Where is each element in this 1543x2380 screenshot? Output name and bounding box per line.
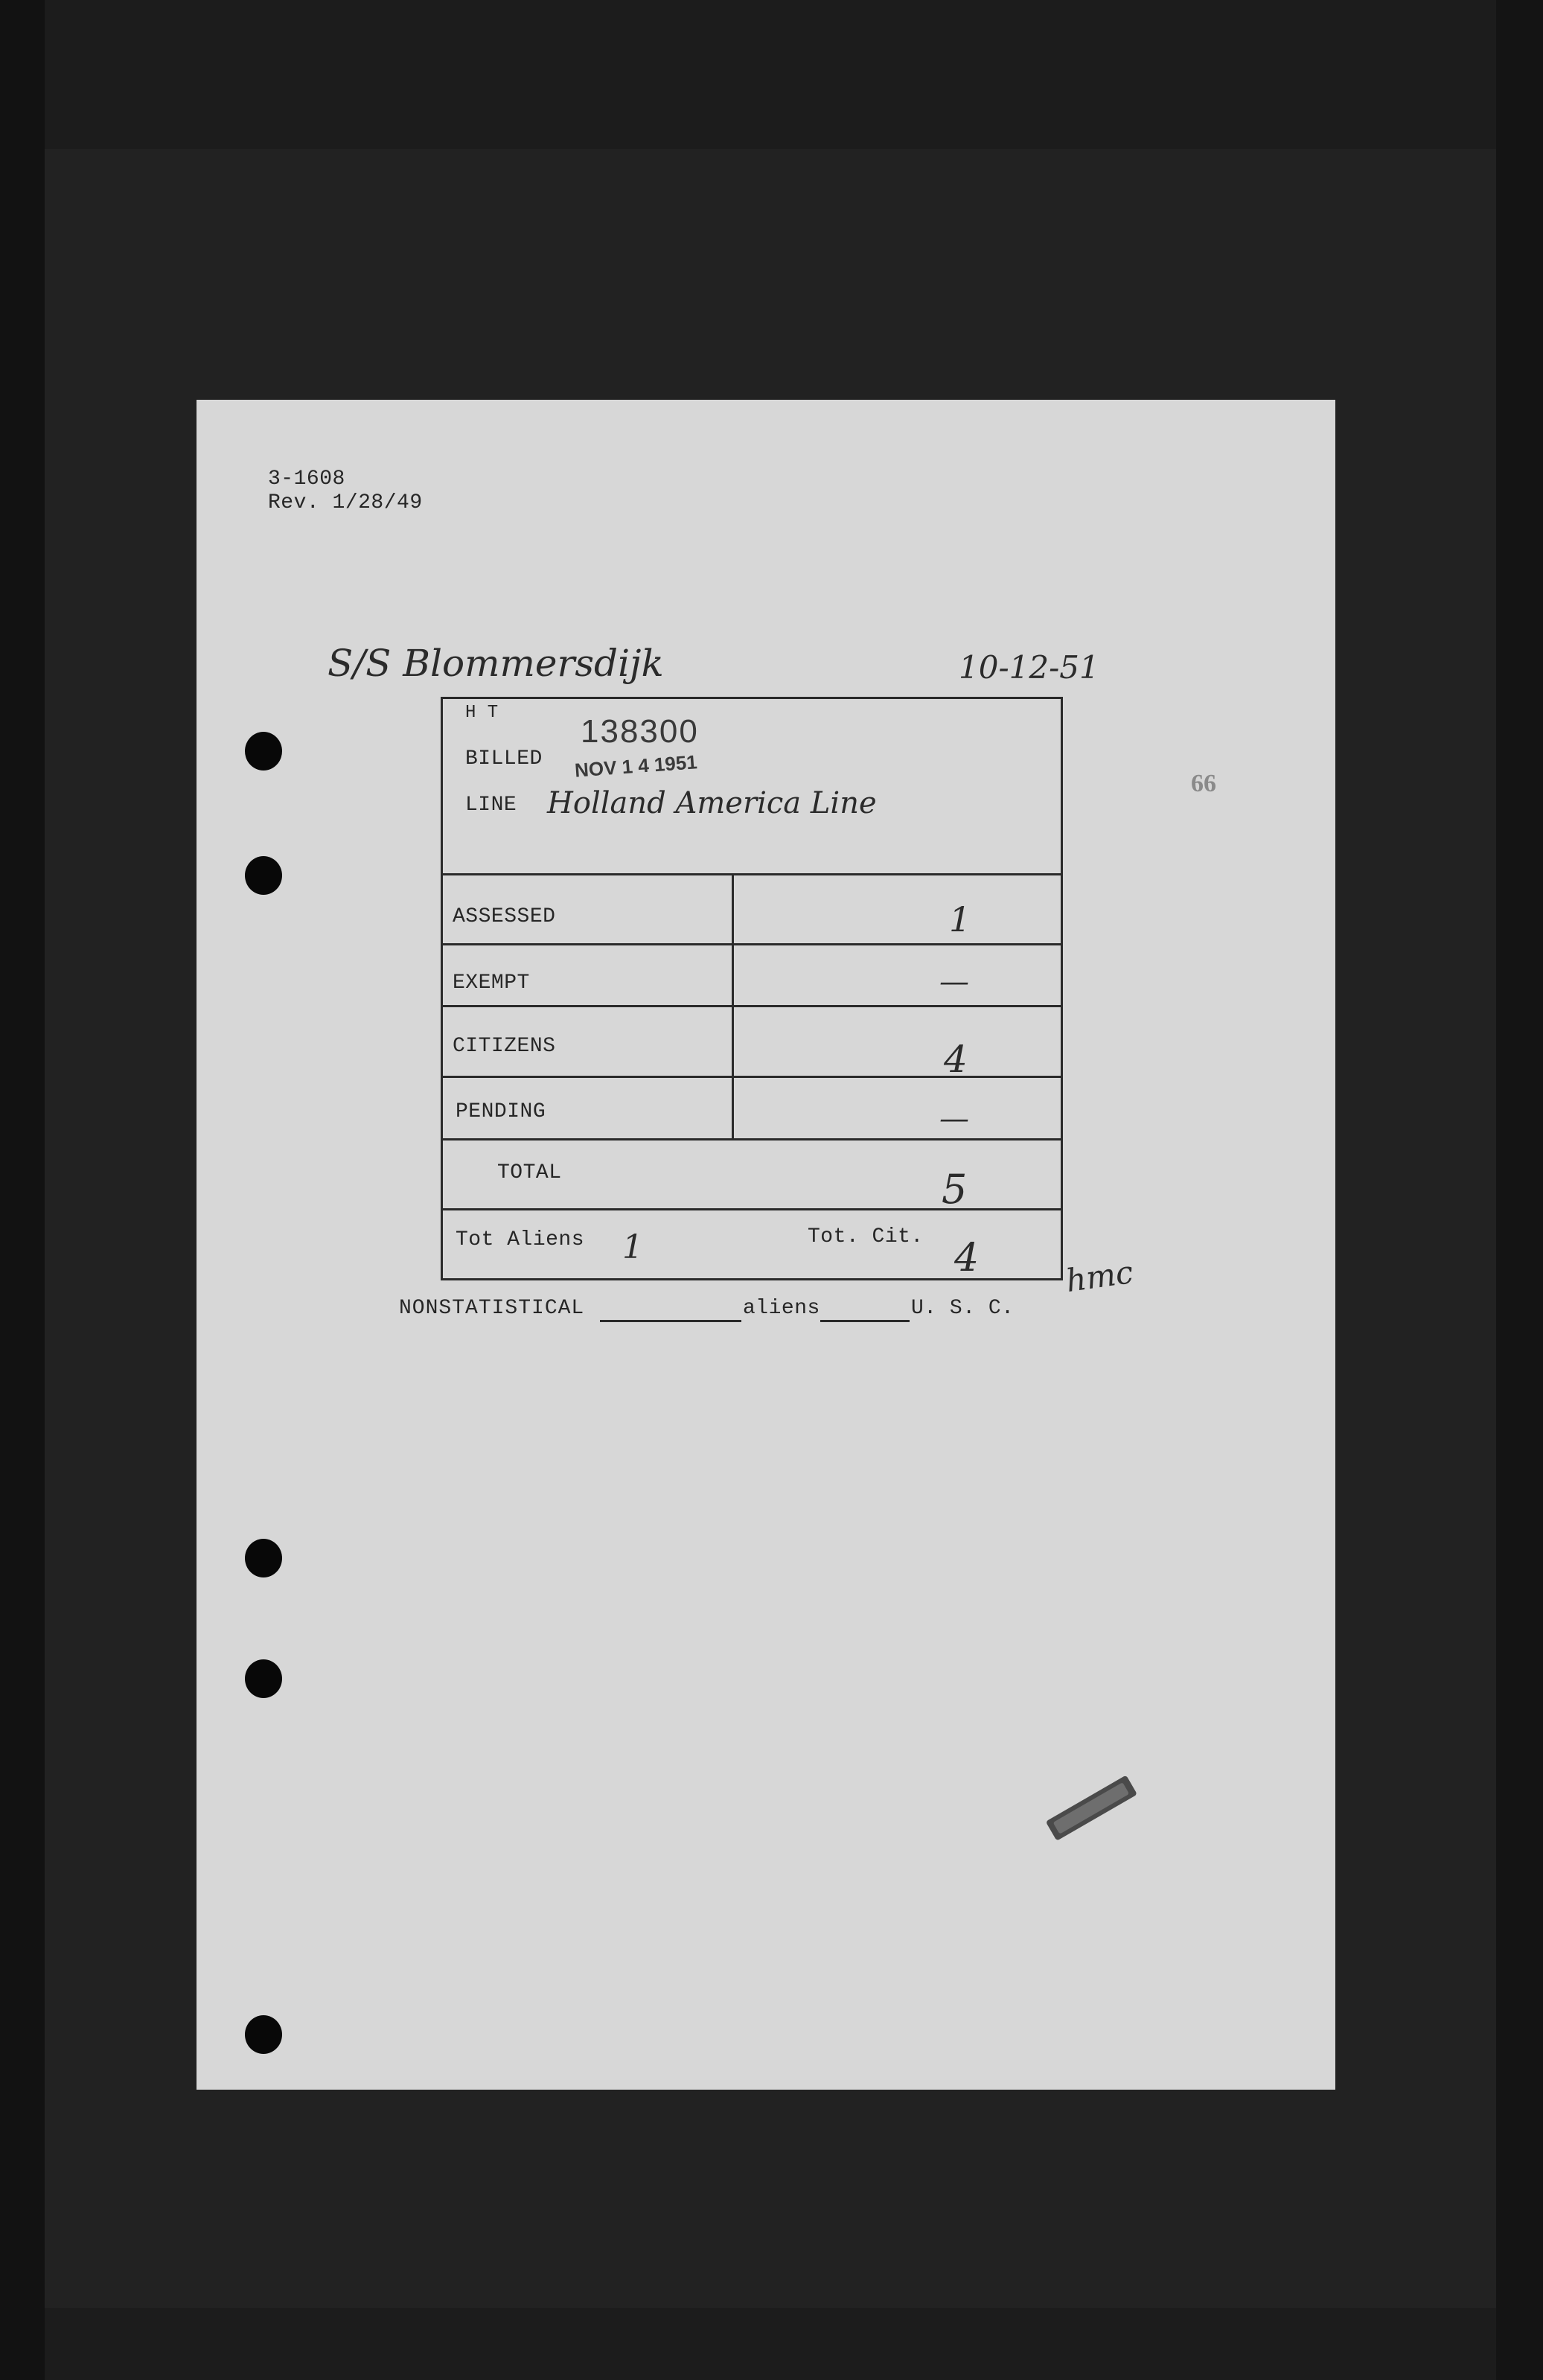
punch-hole <box>245 2015 282 2054</box>
count-label: EXEMPT <box>453 972 530 995</box>
nonstatistical-blank <box>600 1320 741 1322</box>
count-value: — <box>939 1102 969 1136</box>
total-label: TOTAL <box>497 1161 562 1184</box>
punch-hole <box>245 1539 282 1577</box>
line-label: LINE <box>465 794 517 817</box>
count-value: 1 <box>949 899 971 939</box>
usc-label: U. S. C. <box>911 1297 1015 1320</box>
count-label: ASSESSED <box>453 905 556 928</box>
count-value: 4 <box>944 1038 968 1081</box>
manifest-tally-box <box>441 697 1063 1280</box>
total-citizens-value: 4 <box>954 1236 980 1280</box>
count-label: PENDING <box>456 1100 546 1123</box>
aliens-label: aliens <box>743 1297 820 1320</box>
margin-page-number: 66 <box>1191 770 1216 797</box>
nonstatistical-label: NONSTATISTICAL <box>399 1297 585 1320</box>
vessel-name: S/S Blommersdijk <box>328 642 664 685</box>
total-citizens-label: Tot. Cit. <box>808 1225 924 1248</box>
aliens-blank <box>820 1320 910 1322</box>
punch-hole <box>245 856 282 895</box>
clerk-initials: hmc <box>1064 1253 1136 1300</box>
punch-hole <box>245 1659 282 1698</box>
punch-hole <box>245 732 282 771</box>
billed-label: BILLED <box>465 747 543 771</box>
total-value: 5 <box>942 1166 968 1213</box>
ht-stamp-number: 138300 <box>581 713 699 750</box>
rubber-stamp-mark <box>1038 1764 1150 1854</box>
total-aliens-value: 1 <box>622 1228 643 1266</box>
form-number: 3-1608 <box>268 468 345 491</box>
ht-label: H T <box>465 703 499 723</box>
shipping-line: Holland America Line <box>547 786 877 820</box>
total-aliens-label: Tot Aliens <box>456 1228 585 1251</box>
vessel-date: 10-12-51 <box>959 649 1099 686</box>
billed-date-stamp: NOV 1 4 1951 <box>574 750 698 782</box>
form-revision: Rev. 1/28/49 <box>268 491 423 514</box>
count-label: CITIZENS <box>453 1035 556 1058</box>
count-value: — <box>939 965 969 999</box>
